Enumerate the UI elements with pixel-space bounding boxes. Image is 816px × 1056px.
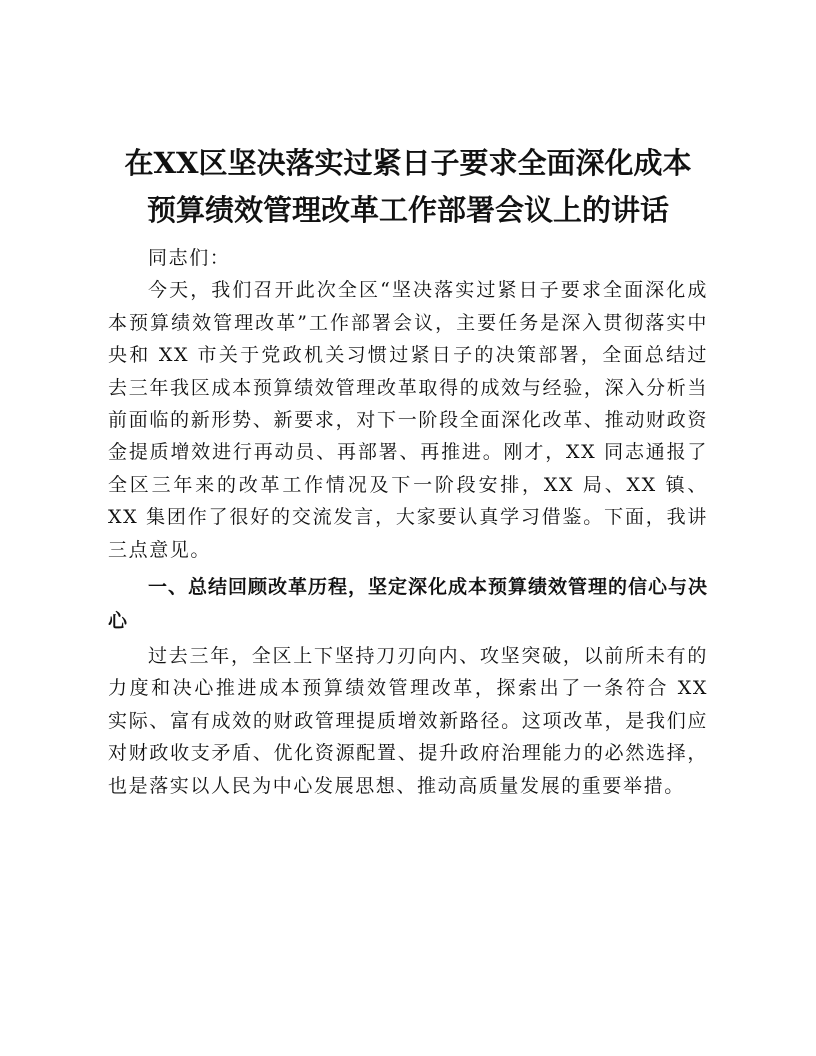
document-title — [108, 140, 708, 234]
section-heading-1: 一、总结回顾改革历程，坚定深化成本预算绩效管理的信心与决心 — [108, 576, 709, 633]
paragraph-review: 过去三年，全区上下坚持刀刃向内、攻坚突破，以前所未有的力度和决心推进成本预算绩效管理改革，探索出了一条符合 XX 实际、富有成效的财政管理提质增效新路径。这项改革，是我们应对财政收支矛盾、优化资源配置、提升政府治理能力的必然选择，也是落实以人民为中心发展思想、推动高质量发展的重要举措。 — [108, 645, 708, 797]
paragraph-opening: 今天，我们召开此次全区“坚决落实过紧日子要求全面深化成本预算绩效管理改革”工作部署会议，主要任务是深入贯彻落实中央和 XX 市关于党政机关习惯过紧日子的决策部署，全面总结过去三年我区成本预算绩效管理改革取得的成效与经验，深入分析当前面临的新形势、新要求，对下一阶段全面深化改革、推动财政资金提质增效进行再动员、再部署、再推进。刚才，XX 同志通报了全区三年来的改革工作情况及下一阶段安排，XX 局、XX 镇、XX 集团作了很好的交流发言，大家要认真学习借鉴。下面，我讲三点意见。 — [108, 279, 708, 561]
title-line-1: 在XX区坚决落实过紧日子要求全面深化成本 — [124, 146, 692, 180]
title-line-2: 预算绩效管理改革工作部署会议上的讲话 — [146, 193, 669, 227]
document-body — [108, 242, 708, 802]
greeting: 同志们： — [148, 247, 231, 269]
document-page — [108, 0, 708, 1056]
